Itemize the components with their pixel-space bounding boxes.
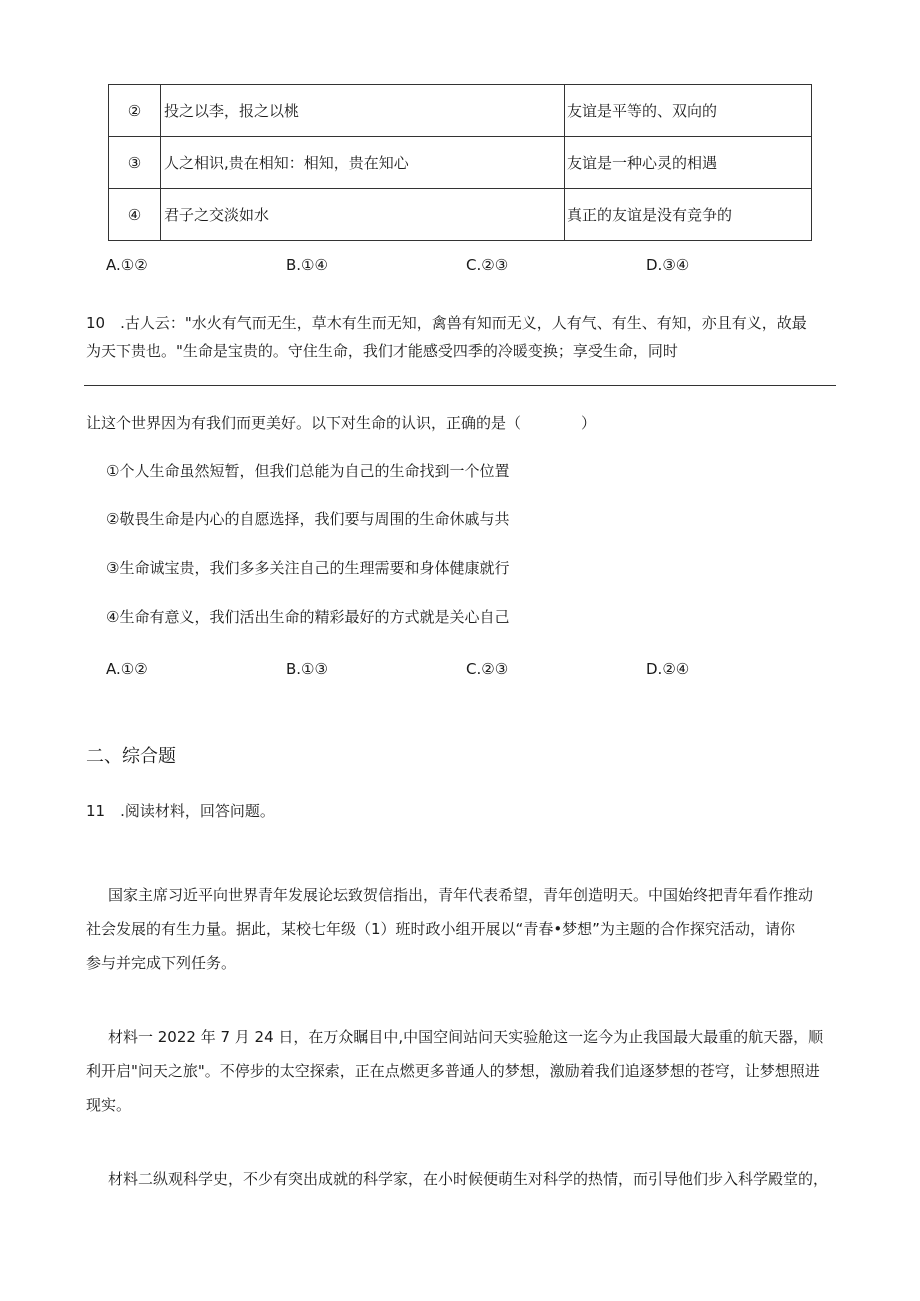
q10-text-line3: 让这个世界因为有我们而更美好。以下对生命的认识，正确的是（ ） bbox=[86, 414, 597, 432]
table-row bbox=[109, 85, 812, 137]
q9-choice-d[interactable]: D.③④ bbox=[646, 256, 690, 274]
q10-choice-c[interactable]: C.②③ bbox=[466, 660, 509, 678]
q9-options-table bbox=[108, 84, 812, 241]
table-row bbox=[109, 189, 812, 241]
row-quote: 君子之交淡如水 bbox=[161, 189, 565, 241]
q9-choice-b[interactable]: B.①④ bbox=[286, 256, 328, 274]
intro-line: 社会发展的有生力量。据此，某校七年级（1）班时政小组开展以“青春•梦想”为主题的合作探究活动，请你 bbox=[86, 920, 795, 938]
row-number: ② bbox=[109, 85, 161, 137]
table-row bbox=[109, 137, 812, 189]
section-heading: 二、综合题 bbox=[86, 746, 176, 767]
q10-statement-2: ②敬畏生命是内心的自愿选择，我们要与周围的生命休戚与共 bbox=[106, 510, 510, 528]
material-two-line: 材料二纵观科学史，不少有突出成就的科学家，在小时候便萌生对科学的热情，而引导他们步入科学殿堂的， bbox=[108, 1170, 829, 1188]
intro-paragraph bbox=[86, 878, 838, 980]
material-one-paragraph bbox=[86, 1020, 838, 1122]
material-one-line: 现实。 bbox=[86, 1096, 132, 1114]
row-meaning: 友谊是平等的、双向的 bbox=[565, 85, 812, 137]
row-quote: 投之以李，报之以桃 bbox=[161, 85, 565, 137]
row-meaning: 友谊是一种心灵的相遇 bbox=[565, 137, 812, 189]
intro-line: 参与并完成下列任务。 bbox=[86, 954, 237, 972]
q10-choice-b[interactable]: B.①③ bbox=[286, 660, 328, 678]
q10-choice-d[interactable]: D.②④ bbox=[646, 660, 690, 678]
row-number: ③ bbox=[109, 137, 161, 189]
divider-line bbox=[84, 385, 836, 386]
q10-statement-3: ③生命诚宝贵，我们多多关注自己的生理需要和身体健康就行 bbox=[106, 559, 510, 577]
material-one-line: 利开启"问天之旅"。不停步的太空探索，正在点燃更多普通人的梦想，激励着我们追逐梦想的苍穹，让梦想照进 bbox=[86, 1062, 820, 1080]
q11-prompt: 11 .阅读材料，回答问题。 bbox=[86, 802, 275, 820]
material-one-line: 材料一 2022 年 7 月 24 日，在万众瞩目中,中国空间站问天实验舱这一迄今为止我国最大最重的航天器，顺 bbox=[108, 1028, 824, 1046]
q10-statement-1: ①个人生命虽然短暂，但我们总能为自己的生命找到一个位置 bbox=[106, 462, 510, 480]
q9-choice-c[interactable]: C.②③ bbox=[466, 256, 509, 274]
q9-choice-a[interactable]: A.①② bbox=[106, 256, 148, 274]
row-meaning: 真正的友谊是没有竞争的 bbox=[565, 189, 812, 241]
q10-statement-4: ④生命有意义，我们活出生命的精彩最好的方式就是关心自己 bbox=[106, 608, 510, 626]
row-quote: 人之相识,贵在相知：相知，贵在知心 bbox=[161, 137, 565, 189]
q10-text-line2: 为天下贵也。"生命是宝贵的。守住生命，我们才能感受四季的冷暖变换；享受生命，同时 bbox=[86, 342, 678, 360]
row-number: ④ bbox=[109, 189, 161, 241]
q10-text-line1: 10 .古人云："水火有气而无生，草木有生而无知，禽兽有知而无义，人有气、有生、有知，亦且有义，故最 bbox=[86, 314, 807, 332]
material-two-paragraph bbox=[86, 1162, 838, 1196]
q10-choice-a[interactable]: A.①② bbox=[106, 660, 148, 678]
intro-line: 国家主席习近平向世界青年发展论坛致贺信指出，青年代表希望，青年创造明天。中国始终把青年看作推动 bbox=[108, 886, 814, 904]
